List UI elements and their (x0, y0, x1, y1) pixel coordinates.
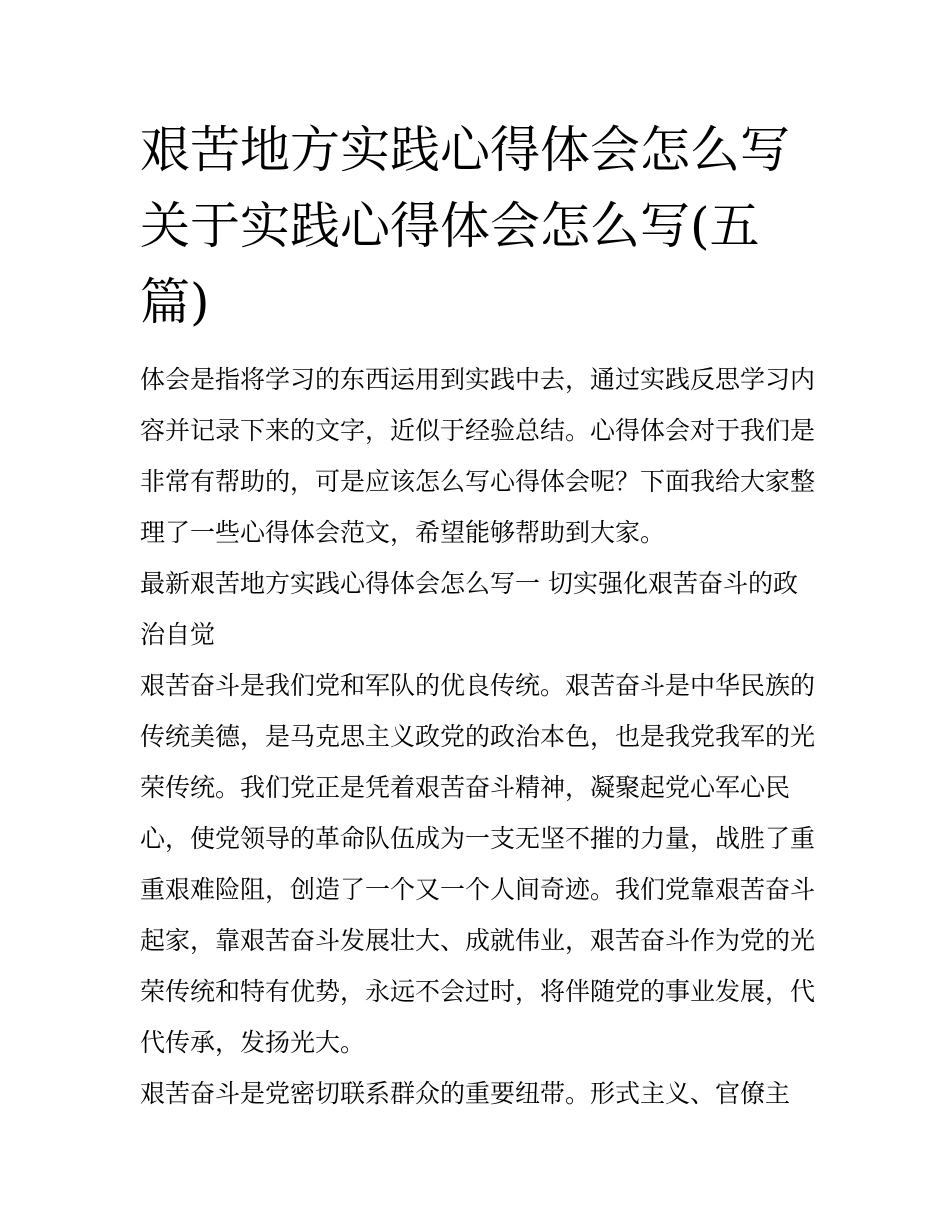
title-line: 艰苦地方实践心得体会怎么写 (140, 121, 790, 179)
text-line: 代传承，发扬光大。 (140, 1028, 366, 1057)
title-line: 关于实践心得体会怎么写(五 (140, 197, 760, 255)
text-line: 荣传统。我们党正是凭着艰苦奋斗精神，凝聚起党心军心民 (140, 773, 791, 802)
text-line: 非常有帮助的，可是应该怎么写心得体会呢？下面我给大家整 (140, 467, 816, 496)
document-title (140, 112, 830, 340)
paragraph-intro (140, 354, 830, 558)
paragraph-body (140, 660, 830, 1068)
text-line: 容并记录下来的文字，近似于经验总结。心得体会对于我们是 (140, 416, 816, 445)
text-line: 重艰难险阻，创造了一个又一个人间奇迹。我们党靠艰苦奋斗 (140, 875, 816, 904)
text-line: 治自觉 (140, 620, 216, 649)
paragraph-body (140, 1068, 830, 1119)
text-line: 艰苦奋斗是我们党和军队的优良传统。艰苦奋斗是中华民族的 (140, 671, 816, 700)
text-line: 体会是指将学习的东西运用到实践中去，通过实践反思学习内 (140, 365, 816, 394)
text-line: 最新艰苦地方实践心得体会怎么写一 切实强化艰苦奋斗的政 (140, 569, 798, 598)
section-heading (140, 558, 830, 660)
text-line: 起家，靠艰苦奋斗发展壮大、成就伟业，艰苦奋斗作为党的光 (140, 926, 816, 955)
text-line: 理了一些心得体会范文，希望能够帮助到大家。 (140, 518, 666, 547)
document-body (140, 354, 830, 1119)
title-line: 篇) (140, 273, 210, 331)
text-line: 荣传统和特有优势，永远不会过时，将伴随党的事业发展，代 (140, 977, 816, 1006)
text-line: 艰苦奋斗是党密切联系群众的重要纽带。形式主义、官僚主 (140, 1079, 791, 1108)
text-line: 心，使党领导的革命队伍成为一支无坚不摧的力量，战胜了重 (140, 824, 816, 853)
text-line: 传统美德，是马克思主义政党的政治本色，也是我党我军的光 (140, 722, 816, 751)
